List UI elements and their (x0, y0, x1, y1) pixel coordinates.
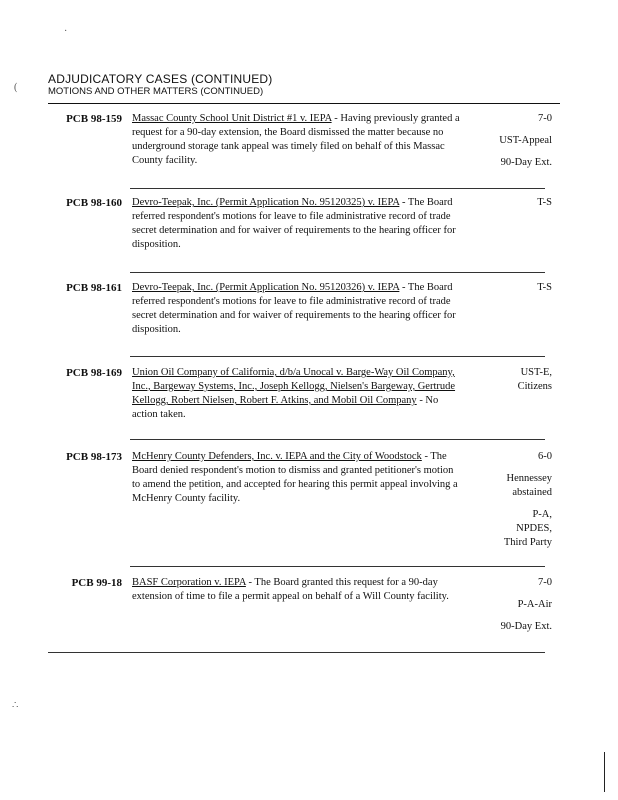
vote-line: 90-Day Ext. (500, 157, 552, 168)
vote-line: UST-Appeal (499, 135, 552, 146)
case-description (132, 366, 462, 422)
case-title: Devro-Teepak, Inc. (Permit Application No. 95120326) v. IEPA (132, 282, 400, 293)
scan-mark: ( (14, 82, 18, 93)
case-text: - The Board referred respondent's motions for leave to file administrative record of trade secret determination and for waiver of requirements to the hearing officer for disposition. (132, 282, 456, 335)
section-subtitle: MOTIONS AND OTHER MATTERS (CONTINUED) (48, 86, 264, 97)
section-header (48, 72, 560, 98)
vote-line: Citizens (517, 381, 552, 392)
separator (130, 356, 545, 357)
case-title: McHenry County Defenders, Inc. v. IEPA and the City of Woodstock (132, 451, 422, 462)
section-title: ADJUDICATORY CASES (CONTINUED) (48, 72, 273, 86)
case-vote (462, 281, 552, 295)
vote-line: T-S (537, 197, 552, 208)
case-vote (462, 450, 552, 550)
case-text: - No action taken. (132, 395, 439, 420)
case-vote (462, 196, 552, 210)
case-title: Union Oil Company of California, d/b/a Unocal v. Barge-Way Oil Company, Inc., Bargeway Systems, Inc., Joseph Kellogg, Nielsen's Bargeway, Gertrude Kellogg, Robert Nielsen, Robert F. Atkins, and Mobil Oil Company (132, 367, 456, 406)
scan-edge-line (604, 752, 605, 792)
vote-line: 7-0 (538, 113, 552, 124)
case-vote (462, 112, 552, 170)
separator (48, 652, 545, 653)
case-description (132, 450, 462, 506)
vote-line: UST-E, (520, 367, 552, 378)
case-description (132, 281, 462, 337)
case-number: PCB 99-18 (71, 577, 122, 589)
case-title: Massac County School Unit District #1 v. IEPA (132, 113, 332, 124)
vote-line: 90-Day Ext. (500, 621, 552, 632)
case-number: PCB 98-159 (66, 113, 122, 125)
case-text: - Having previously granted a request for a 90-day extension, the Board dismissed the matter because no underground storage tank appeal was timely filed on behalf of this Massac County facility. (132, 113, 460, 166)
separator (130, 272, 545, 273)
case-title: BASF Corporation v. IEPA (132, 577, 246, 588)
separator (130, 188, 545, 189)
case-number: PCB 98-169 (66, 367, 122, 379)
case-number: PCB 98-161 (66, 282, 122, 294)
scan-mark: ∴ (12, 700, 19, 711)
case-vote (462, 366, 552, 394)
vote-line: 7-0 (538, 577, 552, 588)
case-text: - The Board denied respondent's motion to dismiss and granted petitioner's motion to amend the petition, and accepted for hearing this permit appeal involving a McHenry County facility. (132, 451, 458, 504)
case-description (132, 112, 462, 168)
vote-line: P-A, (532, 509, 552, 520)
vote-line: Hennessey (506, 473, 552, 484)
separator (130, 566, 545, 567)
vote-line: NPDES, (516, 523, 552, 534)
scan-dot: · (64, 26, 68, 37)
case-description (132, 576, 462, 604)
case-text: - The Board granted this request for a 90-day extension of time to file a permit appeal on behalf of a Will County facility. (132, 577, 449, 602)
case-title: Devro-Teepak, Inc. (Permit Application No. 95120325) v. IEPA (132, 197, 400, 208)
header-rule (48, 103, 560, 104)
case-number: PCB 98-160 (66, 197, 122, 209)
vote-line: T-S (537, 282, 552, 293)
separator (130, 439, 545, 440)
vote-line: Third Party (503, 537, 552, 548)
case-description (132, 196, 462, 252)
case-vote (462, 576, 552, 634)
case-text: - The Board referred respondent's motions for leave to file administrative record of trade secret determination and for waiver of requirements to the hearing officer for disposition. (132, 197, 456, 250)
vote-line: abstained (512, 487, 552, 498)
vote-line: P-A-Air (517, 599, 552, 610)
case-number: PCB 98-173 (66, 451, 122, 463)
vote-line: 6-0 (538, 451, 552, 462)
